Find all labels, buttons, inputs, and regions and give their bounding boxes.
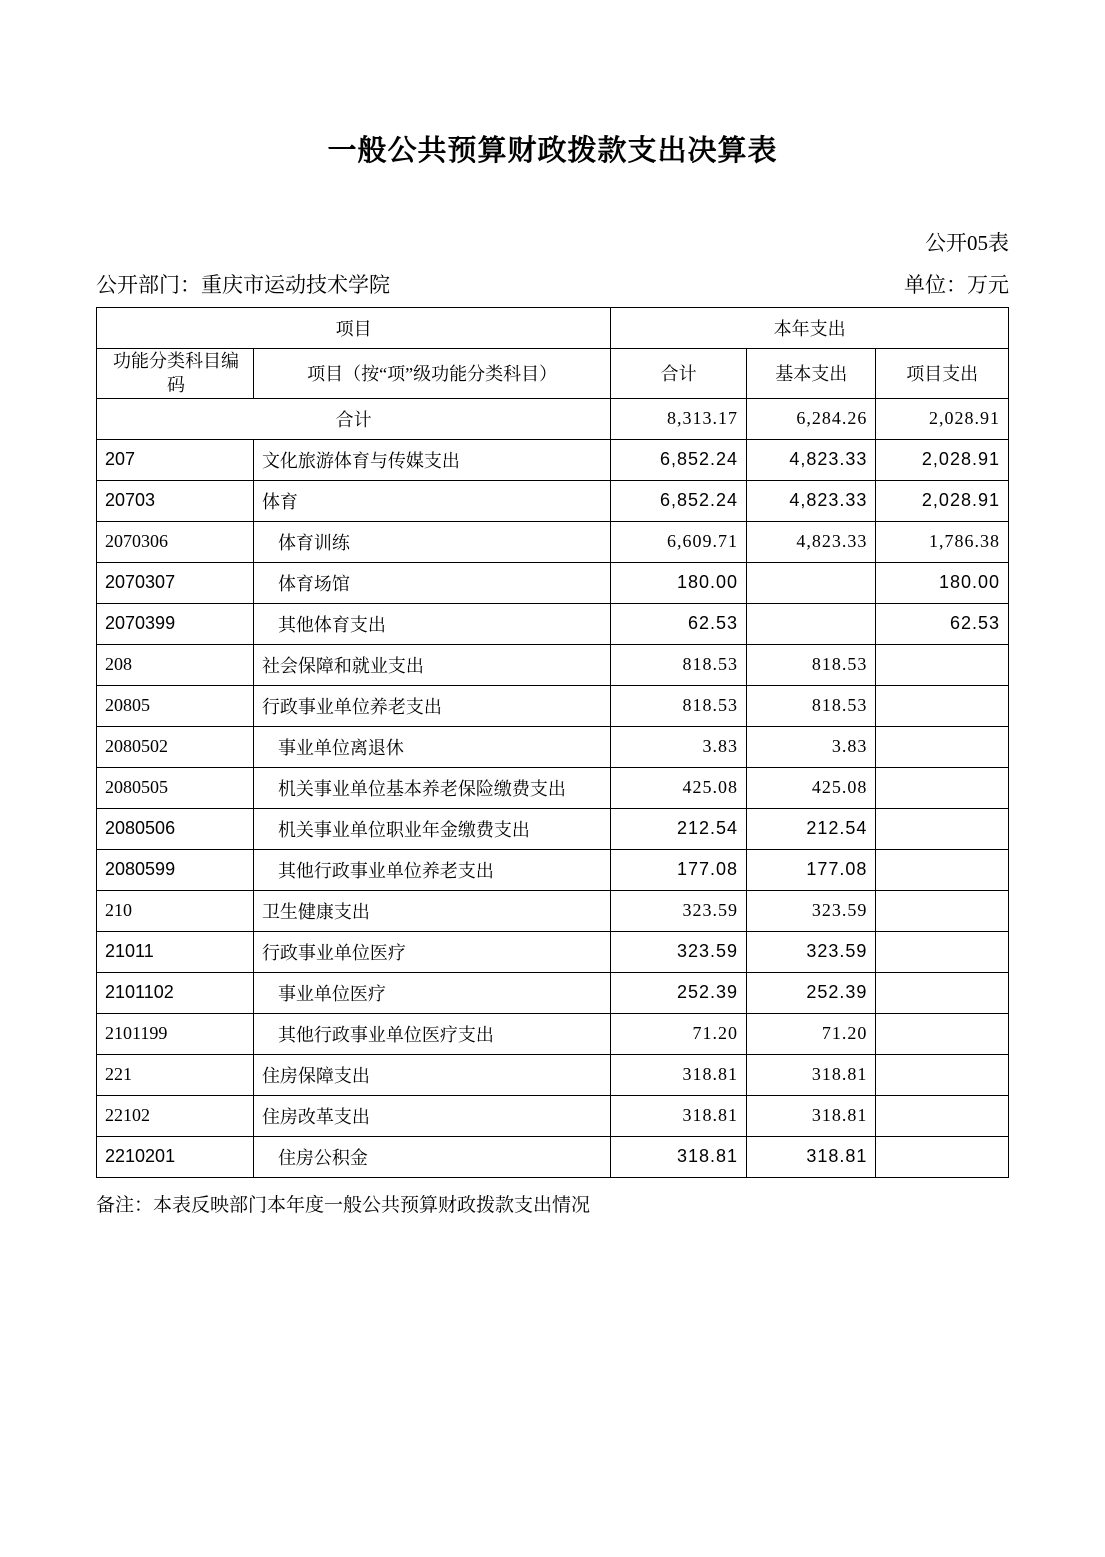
table-row [97, 767, 1009, 808]
row-basic-value: 4,823.33 [747, 480, 876, 521]
unit-label: 单位：万元 [904, 273, 1009, 297]
row-total-value: 177.08 [611, 849, 747, 890]
table-row [97, 726, 1009, 767]
row-item-name: 体育场馆 [253, 562, 610, 603]
row-total-value: 818.53 [611, 685, 747, 726]
row-project-value: 1,786.38 [876, 521, 1009, 562]
row-basic-value: 818.53 [747, 644, 876, 685]
header-item: 项目（按“项”级功能分类科目） [253, 349, 610, 399]
row-code: 2080502 [97, 726, 254, 767]
row-code: 20805 [97, 685, 254, 726]
table-row [97, 890, 1009, 931]
row-project-value [876, 972, 1009, 1013]
row-code: 208 [97, 644, 254, 685]
row-item-name: 社会保障和就业支出 [253, 644, 610, 685]
row-total-label: 合计 [97, 398, 611, 439]
table-row [97, 1136, 1009, 1177]
row-code: 2070307 [97, 562, 254, 603]
row-basic-value: 323.59 [747, 931, 876, 972]
table-header-row [97, 349, 1009, 399]
row-project-value [876, 1013, 1009, 1054]
row-item-name: 住房保障支出 [253, 1054, 610, 1095]
header-item-group: 项目 [97, 308, 611, 349]
row-item-name: 其他行政事业单位养老支出 [253, 849, 610, 890]
table-row [97, 644, 1009, 685]
row-basic-value: 252.39 [747, 972, 876, 1013]
row-basic-value: 323.59 [747, 890, 876, 931]
row-item-name: 住房公积金 [253, 1136, 610, 1177]
row-item-name: 行政事业单位养老支出 [253, 685, 610, 726]
table-row [97, 931, 1009, 972]
row-item-name: 其他行政事业单位医疗支出 [253, 1013, 610, 1054]
row-basic-value: 318.81 [747, 1054, 876, 1095]
table-row [97, 972, 1009, 1013]
row-project-value [876, 685, 1009, 726]
header-project: 项目支出 [876, 349, 1009, 399]
row-project-value: 2,028.91 [876, 480, 1009, 521]
row-total-value: 318.81 [611, 1136, 747, 1177]
budget-table [96, 307, 1009, 1178]
row-code: 207 [97, 439, 254, 480]
row-total-value: 8,313.17 [611, 398, 747, 439]
row-project-value: 62.53 [876, 603, 1009, 644]
form-number: 公开05表 [925, 231, 1009, 255]
row-code: 2210201 [97, 1136, 254, 1177]
row-code: 210 [97, 890, 254, 931]
row-basic-value: 4,823.33 [747, 439, 876, 480]
row-item-name: 卫生健康支出 [253, 890, 610, 931]
row-project-value [876, 808, 1009, 849]
row-code: 2080506 [97, 808, 254, 849]
row-total-value: 318.81 [611, 1095, 747, 1136]
row-basic-value: 425.08 [747, 767, 876, 808]
row-project-value: 2,028.91 [876, 439, 1009, 480]
row-total-value: 323.59 [611, 931, 747, 972]
row-basic-value: 818.53 [747, 685, 876, 726]
row-project-value: 180.00 [876, 562, 1009, 603]
row-project-value [876, 1054, 1009, 1095]
row-basic-value: 71.20 [747, 1013, 876, 1054]
page-title: 一般公共预算财政拨款支出决算表 [327, 135, 778, 167]
header-code: 功能分类科目编码 [97, 349, 254, 399]
row-total-value: 6,852.24 [611, 480, 747, 521]
department-label: 公开部门：重庆市运动技术学院 [96, 273, 390, 297]
row-item-name: 文化旅游体育与传媒支出 [253, 439, 610, 480]
row-code: 2101199 [97, 1013, 254, 1054]
header-current-year-group: 本年支出 [611, 308, 1009, 349]
row-basic-value: 3.83 [747, 726, 876, 767]
row-item-name: 事业单位医疗 [253, 972, 610, 1013]
table-row [97, 1013, 1009, 1054]
row-project-value [876, 726, 1009, 767]
table-row [97, 1095, 1009, 1136]
table-row [97, 439, 1009, 480]
table-row [97, 398, 1009, 439]
row-item-name: 事业单位离退休 [253, 726, 610, 767]
table-row [97, 603, 1009, 644]
row-basic-value: 318.81 [747, 1136, 876, 1177]
table-header-group-row [97, 308, 1009, 349]
row-item-name: 体育 [253, 480, 610, 521]
row-basic-value: 318.81 [747, 1095, 876, 1136]
page [0, 128, 1105, 1557]
row-code: 20703 [97, 480, 254, 521]
row-total-value: 212.54 [611, 808, 747, 849]
row-item-name: 机关事业单位基本养老保险缴费支出 [253, 767, 610, 808]
row-total-value: 425.08 [611, 767, 747, 808]
row-total-value: 62.53 [611, 603, 747, 644]
row-item-name: 体育训练 [253, 521, 610, 562]
row-code: 221 [97, 1054, 254, 1095]
row-project-value [876, 931, 1009, 972]
row-item-name: 行政事业单位医疗 [253, 931, 610, 972]
table-row [97, 521, 1009, 562]
row-basic-value: 6,284.26 [747, 398, 876, 439]
meta-row [96, 269, 1009, 299]
table-row [97, 562, 1009, 603]
row-project-value [876, 644, 1009, 685]
table-row [97, 849, 1009, 890]
row-total-value: 318.81 [611, 1054, 747, 1095]
header-basic: 基本支出 [747, 349, 876, 399]
row-total-value: 6,852.24 [611, 439, 747, 480]
table-row [97, 480, 1009, 521]
row-code: 2080505 [97, 767, 254, 808]
row-basic-value: 177.08 [747, 849, 876, 890]
row-total-value: 818.53 [611, 644, 747, 685]
table-head [97, 308, 1009, 399]
row-code: 2101102 [97, 972, 254, 1013]
row-total-value: 3.83 [611, 726, 747, 767]
row-project-value [876, 1136, 1009, 1177]
row-code: 21011 [97, 931, 254, 972]
row-basic-value: 212.54 [747, 808, 876, 849]
row-project-value [876, 1095, 1009, 1136]
row-project-value: 2,028.91 [876, 398, 1009, 439]
table-note: 备注：本表反映部门本年度一般公共预算财政拨款支出情况 [96, 1194, 591, 1216]
row-project-value [876, 849, 1009, 890]
row-project-value [876, 890, 1009, 931]
row-item-name: 机关事业单位职业年金缴费支出 [253, 808, 610, 849]
row-basic-value: 4,823.33 [747, 521, 876, 562]
row-project-value [876, 767, 1009, 808]
row-total-value: 180.00 [611, 562, 747, 603]
row-code: 22102 [97, 1095, 254, 1136]
row-item-name: 其他体育支出 [253, 603, 610, 644]
row-code: 2080599 [97, 849, 254, 890]
table-row [97, 685, 1009, 726]
row-total-value: 6,609.71 [611, 521, 747, 562]
row-code: 2070399 [97, 603, 254, 644]
row-total-value: 323.59 [611, 890, 747, 931]
row-code: 2070306 [97, 521, 254, 562]
row-item-name: 住房改革支出 [253, 1095, 610, 1136]
header-total: 合计 [611, 349, 747, 399]
table-row [97, 1054, 1009, 1095]
table-body [97, 398, 1009, 1177]
row-total-value: 71.20 [611, 1013, 747, 1054]
row-total-value: 252.39 [611, 972, 747, 1013]
table-row [97, 808, 1009, 849]
row-basic-value [747, 562, 876, 603]
row-basic-value [747, 603, 876, 644]
